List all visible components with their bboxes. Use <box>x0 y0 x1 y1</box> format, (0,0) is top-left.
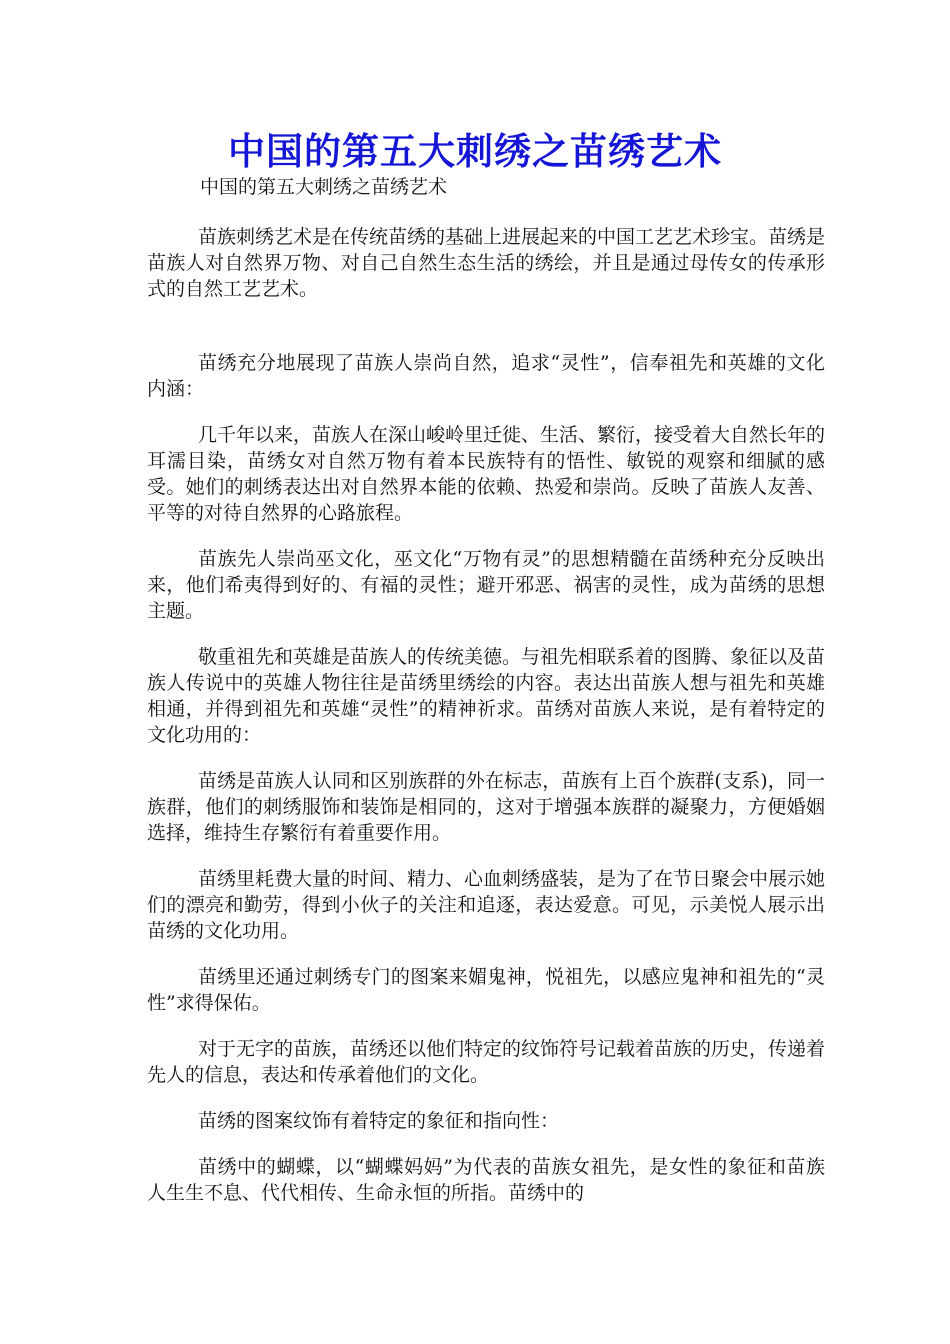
paragraph: 苗绣中的蝴蝶，以“蝴蝶妈妈”为代表的苗族女祖先，是女性的象征和苗族人生生不息、代代相传、生命永恒的所指。苗绣中的 <box>147 1156 825 1204</box>
paragraph: 苗绣里耗费大量的时间、精力、心血刺绣盛装，是为了在节日聚会中展示她们的漂亮和勤劳，得到小伙子的关注和追逐，表达爱意。可见，示美悦人展示出苗绣的文化功用。 <box>147 868 826 942</box>
document-subtitle: 中国的第五大刺绣之苗绣艺术 <box>200 176 448 198</box>
paragraph: 苗绣里还通过刺绣专门的图案来媚鬼神，悦祖先，以感应鬼神和祖先的“灵性”求得保佑。 <box>147 966 825 1014</box>
paragraph: 苗绣的图案纹饰有着特定的象征和指向性： <box>198 1110 560 1132</box>
paragraph: 几千年以来，苗族人在深山峻岭里迁徙、生活、繁衍，接受着大自然长年的耳濡目染，苗绣女对自然万物有着本民族特有的悟性、敏锐的观察和细腻的感受。她们的刺绣表达出对自然界本能的依赖、热爱和崇尚。反映了苗族人友善、平等的对待自然界的心路旅程。 <box>147 424 826 524</box>
paragraph: 对于无字的苗族，苗绣还以他们特定的纹饰符号记载着苗族的历史，传递着先人的信息，表达和传承着他们的文化。 <box>147 1038 826 1086</box>
paragraph: 苗绣是苗族人认同和区别族群的外在标志，苗族有上百个族群(支系)，同一族群，他们的刺绣服饰和装饰是相同的，这对于增强本族群的凝聚力，方便婚姻选择，维持生存繁衍有着重要作用。 <box>147 770 825 844</box>
paragraph: 苗族刺绣艺术是在传统苗绣的基础上进展起来的中国工艺艺术珍宝。苗绣是苗族人对自然界万物、对自己自然生态生活的绣绘，并且是通过母传女的传承形式的自然工艺艺术。 <box>147 226 826 300</box>
paragraph: 敬重祖先和英雄是苗族人的传统美德。与祖先相联系着的图腾、象征以及苗族人传说中的英雄人物往往是苗绣里绣绘的内容。表达出苗族人想与祖先和英雄相通，并得到祖先和英雄“灵性”的精神祈求。苗绣对苗族人来说，是有着特定的文化功用的： <box>147 646 826 746</box>
paragraph: 苗族先人崇尚巫文化，巫文化“万物有灵”的思想精髓在苗绣种充分反映出来，他们希夷得到好的、有福的灵性；避开邪恶、祸害的灵性，成为苗绣的思想主题。 <box>147 548 825 622</box>
document-title: 中国的第五大刺绣之苗绣艺术 <box>228 129 722 173</box>
document-body <box>147 224 825 1206</box>
paragraph: 苗绣充分地展现了苗族人崇尚自然，追求“灵性”，信奉祖先和英雄的文化内涵： <box>147 352 825 400</box>
